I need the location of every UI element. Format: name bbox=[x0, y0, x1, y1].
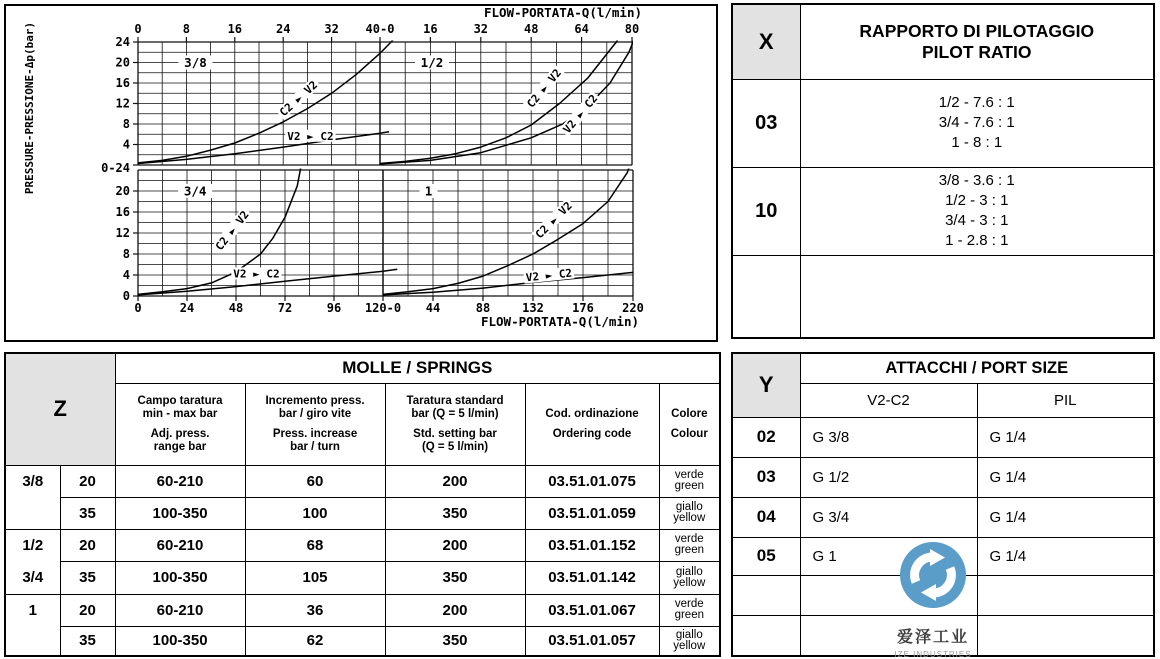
svg-text:16: 16 bbox=[115, 76, 130, 90]
flow-axis-label-bottom: FLOW-PORTATA-Q(l/min) bbox=[480, 314, 640, 329]
spring-ordering-code: 03.51.01.142 bbox=[525, 562, 659, 595]
svg-text:24: 24 bbox=[115, 35, 130, 49]
pilot-corner-x: X bbox=[732, 4, 800, 79]
springs-header-colour: Colore Colour bbox=[659, 383, 720, 465]
port-v2c2-value: G 3/4 bbox=[800, 497, 977, 537]
svg-text:16: 16 bbox=[423, 22, 438, 36]
port-v2c2-value: G 3/8 bbox=[800, 417, 977, 457]
logo-english-name: IZE INDUSTRIES bbox=[894, 650, 972, 659]
svg-text:132: 132 bbox=[522, 301, 544, 315]
spring-ordering-code: 03.51.01.152 bbox=[525, 529, 659, 562]
port-pil-value: G 1/4 bbox=[977, 457, 1154, 497]
port-col-pil: PIL bbox=[977, 383, 1154, 417]
spring-increase: 60 bbox=[245, 465, 385, 497]
svg-text:20: 20 bbox=[115, 184, 130, 198]
svg-text:PRESSURE-PRESSIONE-Δp(bar): PRESSURE-PRESSIONE-Δp(bar) bbox=[23, 21, 36, 195]
port-v2c2-value: G 1/2 bbox=[800, 457, 977, 497]
spring-code: 35 bbox=[60, 562, 115, 595]
pilot-ratio-panel bbox=[731, 3, 1153, 339]
svg-text:48: 48 bbox=[228, 301, 244, 315]
pilot-empty-code bbox=[732, 255, 800, 338]
pilot-code-10: 10 bbox=[732, 167, 800, 255]
springs-size-38: 3/8 bbox=[5, 465, 60, 529]
port-v2c2-value: G 1 bbox=[800, 537, 977, 575]
flow-axis-label-top: FLOW-PORTATA-Q(l/min) bbox=[483, 6, 643, 20]
port-code: 04 bbox=[732, 497, 800, 537]
svg-text:8: 8 bbox=[122, 117, 130, 131]
svg-text:64: 64 bbox=[574, 22, 589, 36]
springs-header-range: Campo taratura min - max bar Adj. press. range bar bbox=[115, 383, 245, 465]
ratio-line: 1 - 8 : 1 bbox=[951, 134, 1003, 151]
svg-text:0: 0 bbox=[134, 22, 142, 36]
spring-colour: verde green bbox=[659, 594, 720, 626]
spring-std: 200 bbox=[385, 594, 525, 626]
spring-range: 100-350 bbox=[115, 626, 245, 656]
svg-text:24: 24 bbox=[179, 301, 195, 315]
svg-text:220: 220 bbox=[622, 301, 644, 315]
svg-text:V2 ► C2: V2 ► C2 bbox=[560, 92, 601, 137]
svg-text:176: 176 bbox=[572, 301, 594, 315]
svg-text:16: 16 bbox=[227, 22, 243, 36]
svg-text:V2 ► C2: V2 ► C2 bbox=[287, 129, 334, 143]
pilot-ratio-table bbox=[731, 3, 1155, 339]
spring-colour: giallo yellow bbox=[659, 626, 720, 656]
ratio-line: 3/4 - 7.6 : 1 bbox=[938, 114, 1015, 131]
curve-1 bbox=[383, 160, 632, 295]
port-code bbox=[732, 575, 800, 615]
spring-ordering-code: 03.51.01.075 bbox=[525, 465, 659, 497]
springs-panel bbox=[4, 352, 719, 657]
svg-text:0-24: 0-24 bbox=[101, 161, 130, 175]
svg-text:24: 24 bbox=[275, 22, 291, 36]
spring-range: 60-210 bbox=[115, 594, 245, 626]
spring-std: 350 bbox=[385, 562, 525, 595]
flow-pressure-chart-panel bbox=[4, 4, 718, 342]
flow-pressure-chart bbox=[6, 6, 716, 340]
spring-increase: 62 bbox=[245, 626, 385, 656]
svg-text:C2 ► V2: C2 ► V2 bbox=[524, 66, 565, 111]
spring-ordering-code: 03.51.01.059 bbox=[525, 497, 659, 529]
svg-text:1/2: 1/2 bbox=[420, 55, 444, 70]
springs-size-1: 1 bbox=[5, 594, 60, 656]
port-title: ATTACCHI / PORT SIZE bbox=[800, 353, 1154, 383]
svg-text:8: 8 bbox=[122, 247, 130, 261]
spring-colour: giallo yellow bbox=[659, 562, 720, 595]
port-code bbox=[732, 615, 800, 656]
ratio-line: 1/2 - 7.6 : 1 bbox=[938, 94, 1015, 111]
x-ticks-1/2 bbox=[423, 22, 639, 42]
pilot-ratios-03 bbox=[800, 79, 1154, 167]
curve-label bbox=[523, 266, 574, 284]
springs-corner-z: Z bbox=[5, 353, 115, 465]
springs-header-code: Cod. ordinazione Ordering code bbox=[525, 383, 659, 465]
svg-text:12: 12 bbox=[115, 226, 130, 240]
spring-colour: verde green bbox=[659, 465, 720, 497]
svg-text:120-0: 120-0 bbox=[364, 301, 402, 315]
svg-text:44: 44 bbox=[425, 301, 441, 315]
svg-text:3/4: 3/4 bbox=[183, 183, 207, 199]
svg-text:12: 12 bbox=[115, 96, 130, 111]
pilot-title-it: RAPPORTO DI PILOTAGGIO bbox=[859, 20, 1095, 41]
svg-text:V2 ► C2: V2 ► C2 bbox=[525, 266, 573, 285]
spring-code: 20 bbox=[60, 529, 115, 562]
svg-text:8: 8 bbox=[182, 22, 191, 36]
svg-text:48: 48 bbox=[523, 22, 539, 36]
spring-increase: 36 bbox=[245, 594, 385, 626]
port-code: 03 bbox=[732, 457, 800, 497]
svg-text:32: 32 bbox=[473, 22, 489, 36]
ratio-line: 1 - 2.8 : 1 bbox=[945, 232, 1009, 249]
svg-text:80: 80 bbox=[624, 22, 640, 36]
svg-text:0: 0 bbox=[134, 301, 142, 315]
svg-text:20: 20 bbox=[115, 55, 130, 70]
svg-text:40-0: 40-0 bbox=[365, 22, 395, 36]
spring-colour: verde green bbox=[659, 529, 720, 562]
ratio-line: 3/4 - 3 : 1 bbox=[945, 212, 1009, 229]
pilot-ratios-10 bbox=[800, 167, 1154, 255]
svg-text:3/8: 3/8 bbox=[184, 55, 207, 70]
svg-text:C2 ► V2: C2 ► V2 bbox=[212, 208, 252, 253]
port-pil-value: G 1/4 bbox=[977, 537, 1154, 575]
pressure-axis-label bbox=[23, 22, 36, 194]
port-code: 02 bbox=[732, 417, 800, 457]
curve-label bbox=[285, 130, 335, 143]
port-col-v2c2: V2-C2 bbox=[800, 383, 977, 417]
spring-increase: 68 bbox=[245, 529, 385, 562]
port-pil-value: G 1/4 bbox=[977, 417, 1154, 457]
svg-text:96: 96 bbox=[326, 301, 342, 315]
port-pil-value: G 1/4 bbox=[977, 497, 1154, 537]
spring-std: 200 bbox=[385, 529, 525, 562]
pilot-empty-ratios bbox=[800, 255, 1154, 338]
spring-increase: 105 bbox=[245, 562, 385, 595]
spring-ordering-code: 03.51.01.067 bbox=[525, 594, 659, 626]
ratio-line: 3/8 - 3.6 : 1 bbox=[938, 172, 1015, 189]
spring-code: 35 bbox=[60, 626, 115, 656]
spring-range: 100-350 bbox=[115, 497, 245, 529]
port-size-panel bbox=[731, 352, 1153, 657]
spring-std: 200 bbox=[385, 465, 525, 497]
springs-title: MOLLE / SPRINGS bbox=[115, 353, 720, 383]
svg-text:32: 32 bbox=[324, 22, 339, 36]
port-corner-y: Y bbox=[732, 353, 800, 417]
pilot-title bbox=[800, 4, 1154, 79]
spring-increase: 100 bbox=[245, 497, 385, 529]
logo-swirl-icon bbox=[898, 540, 968, 610]
grid-3/8 bbox=[138, 42, 380, 165]
port-pil-value bbox=[977, 615, 1154, 656]
pilot-title-en: PILOT RATIO bbox=[921, 41, 1032, 62]
spring-code: 20 bbox=[60, 465, 115, 497]
spring-colour: giallo yellow bbox=[659, 497, 720, 529]
spring-code: 20 bbox=[60, 594, 115, 626]
springs-header-increase: Incremento press. bar / giro vite Press. increase bar / turn bbox=[245, 383, 385, 465]
curve-label bbox=[212, 207, 253, 255]
curve-label bbox=[231, 267, 281, 280]
spring-std: 350 bbox=[385, 626, 525, 656]
spring-range: 60-210 bbox=[115, 529, 245, 562]
svg-text:1: 1 bbox=[424, 183, 433, 199]
svg-text:88: 88 bbox=[475, 301, 491, 315]
port-pil-value bbox=[977, 575, 1154, 615]
spring-range: 60-210 bbox=[115, 465, 245, 497]
svg-text:C2 ► V2: C2 ► V2 bbox=[532, 199, 575, 242]
svg-text:72: 72 bbox=[277, 301, 293, 315]
svg-text:4: 4 bbox=[122, 137, 130, 152]
pilot-code-03: 03 bbox=[732, 79, 800, 167]
ratio-line: 1/2 - 3 : 1 bbox=[945, 192, 1009, 209]
svg-text:C2 ► V2: C2 ► V2 bbox=[277, 78, 321, 120]
logo-chinese-name: 爱泽工业 bbox=[896, 629, 969, 646]
spring-std: 350 bbox=[385, 497, 525, 529]
svg-text:4: 4 bbox=[122, 268, 130, 282]
svg-text:16: 16 bbox=[115, 205, 130, 219]
svg-text:0: 0 bbox=[122, 289, 130, 303]
spring-range: 100-350 bbox=[115, 562, 245, 595]
springs-header-std: Taratura standard bar (Q = 5 l/min) Std. setting bar (Q = 5 l/min) bbox=[385, 383, 525, 465]
port-code: 05 bbox=[732, 537, 800, 575]
company-logo bbox=[863, 540, 1003, 659]
x-ticks-1 bbox=[426, 296, 644, 315]
curve-label bbox=[531, 198, 576, 243]
svg-text:V2 ► C2: V2 ► C2 bbox=[233, 267, 280, 281]
springs-size-12-34: 1/2 3/4 bbox=[5, 529, 60, 594]
spring-code: 35 bbox=[60, 497, 115, 529]
spring-ordering-code: 03.51.01.057 bbox=[525, 626, 659, 656]
springs-table bbox=[4, 352, 721, 657]
